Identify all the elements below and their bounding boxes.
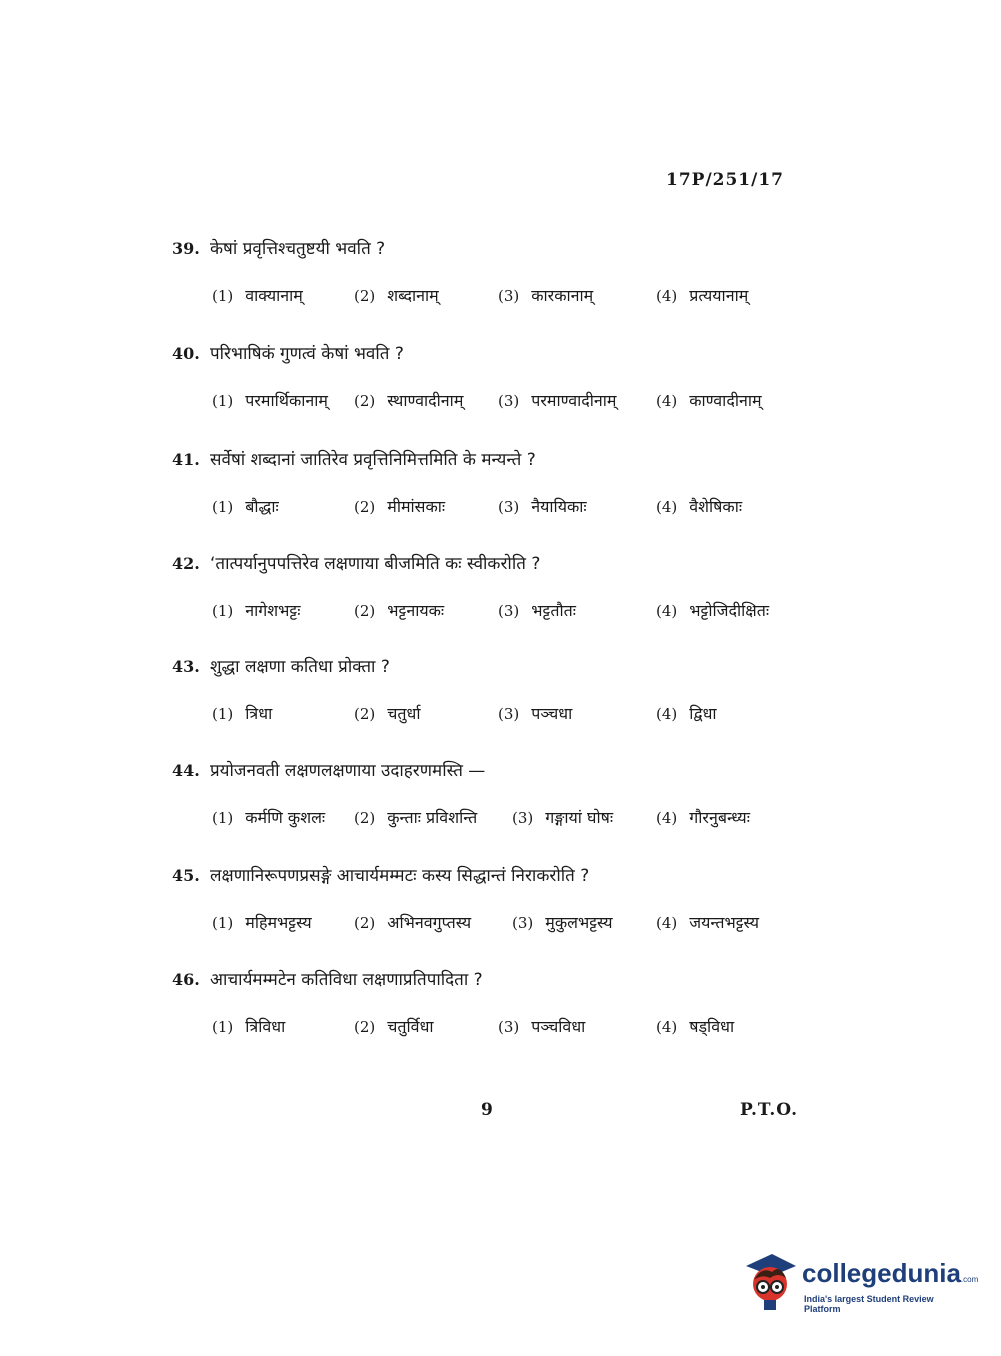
option-3: (3) मुकुलभट्टस्य xyxy=(512,913,613,932)
question-number: 46. xyxy=(172,970,200,989)
question-40 xyxy=(172,341,812,419)
question-39 xyxy=(172,236,812,314)
option-2: (2) शब्दानाम् xyxy=(354,286,439,305)
paper-code: 17P/251/17 xyxy=(666,170,785,190)
option-2: (2) कुन्ताः प्रविशन्ति xyxy=(354,808,478,827)
question-number: 43. xyxy=(172,657,200,676)
option-1: (1) त्रिधा xyxy=(212,704,273,723)
option-4: (4) जयन्तभट्टस्य xyxy=(656,913,760,932)
option-3: (3) गङ्गायां घोषः xyxy=(512,808,614,827)
option-4: (4) प्रत्ययानाम् xyxy=(656,286,749,305)
option-2: (2) चतुर्धा xyxy=(354,704,421,723)
question-text: प्रयोजनवती लक्षणलक्षणाया उदाहरणमस्ति — xyxy=(210,761,486,781)
option-3: (3) भट्टतौतः xyxy=(498,601,576,620)
option-1: (1) त्रिविधा xyxy=(212,1017,286,1036)
question-text: शुद्धा लक्षणा कतिधा प्रोक्ता ? xyxy=(210,657,390,677)
option-3: (3) कारकानाम् xyxy=(498,286,594,305)
question-text: लक्षणानिरूपणप्रसङ्गे आचार्यमम्मटः कस्य सिद्धान्तं निराकरोति ? xyxy=(210,866,590,886)
option-2: (2) मीमांसकाः xyxy=(354,497,446,516)
question-number: 45. xyxy=(172,866,200,885)
option-4: (4) गौरनुबन्ध्यः xyxy=(656,808,750,827)
question-text: परिभाषिकं गुणत्वं केषां भवति ? xyxy=(210,344,404,364)
option-2: (2) अभिनवगुप्तस्य xyxy=(354,913,472,932)
option-2: (2) भट्टनायकः xyxy=(354,601,445,620)
question-41 xyxy=(172,447,812,525)
question-number: 41. xyxy=(172,450,200,469)
option-1: (1) वाक्यानाम् xyxy=(212,286,303,305)
question-number: 44. xyxy=(172,761,200,780)
option-4: (4) काण्वादीनाम् xyxy=(656,391,762,410)
option-4: (4) द्विधा xyxy=(656,704,717,723)
question-45 xyxy=(172,863,812,941)
question-42 xyxy=(172,551,812,629)
question-44 xyxy=(172,758,812,836)
question-43 xyxy=(172,654,812,732)
option-1: (1) कर्मणि कुशलः xyxy=(212,808,326,827)
option-2: (2) स्थाण्वादीनाम् xyxy=(354,391,464,410)
option-3: (3) परमाण्वादीनाम् xyxy=(498,391,617,410)
question-number: 40. xyxy=(172,344,200,363)
question-46 xyxy=(172,967,812,1045)
question-text: ‘तात्पर्यानुपपत्तिरेव लक्षणाया बीजमिति कः स्वीकरोति ? xyxy=(210,554,541,574)
question-text: आचार्यमम्मटेन कतिविधा लक्षणाप्रतिपादिता ? xyxy=(210,970,483,990)
question-number: 42. xyxy=(172,554,200,573)
option-1: (1) नागेशभट्टः xyxy=(212,601,301,620)
logo-tagline: India's largest Student Review Platform xyxy=(804,1294,934,1314)
pto-label: P.T.O. xyxy=(740,1100,798,1120)
question-text: केषां प्रवृत्तिश्चतुष्टयी भवति ? xyxy=(210,239,386,259)
option-4: (4) षड्विधा xyxy=(656,1017,735,1036)
question-text: सर्वेषां शब्दानां जातिरेव प्रवृत्तिनिमित्तमिति के मन्यन्ते ? xyxy=(210,450,536,470)
option-1: (1) बौद्धाः xyxy=(212,497,279,516)
logo-brand: collegedunia.com xyxy=(802,1258,979,1288)
option-3: (3) पञ्चविधा xyxy=(498,1017,586,1036)
option-3: (3) नैयायिकाः xyxy=(498,497,587,516)
option-1: (1) महिमभट्टस्य xyxy=(212,913,312,932)
option-4: (4) वैशेषिकाः xyxy=(656,497,743,516)
question-number: 39. xyxy=(172,239,200,258)
option-2: (2) चतुर्विधा xyxy=(354,1017,434,1036)
option-3: (3) पञ्चधा xyxy=(498,704,573,723)
option-1: (1) परमार्थिकानाम् xyxy=(212,391,328,410)
collegedunia-logo[interactable] xyxy=(742,1250,979,1314)
page-number: 9 xyxy=(481,1100,493,1120)
option-4: (4) भट्टोजिदीक्षितः xyxy=(656,601,770,620)
student-mascot-icon xyxy=(742,1250,798,1312)
